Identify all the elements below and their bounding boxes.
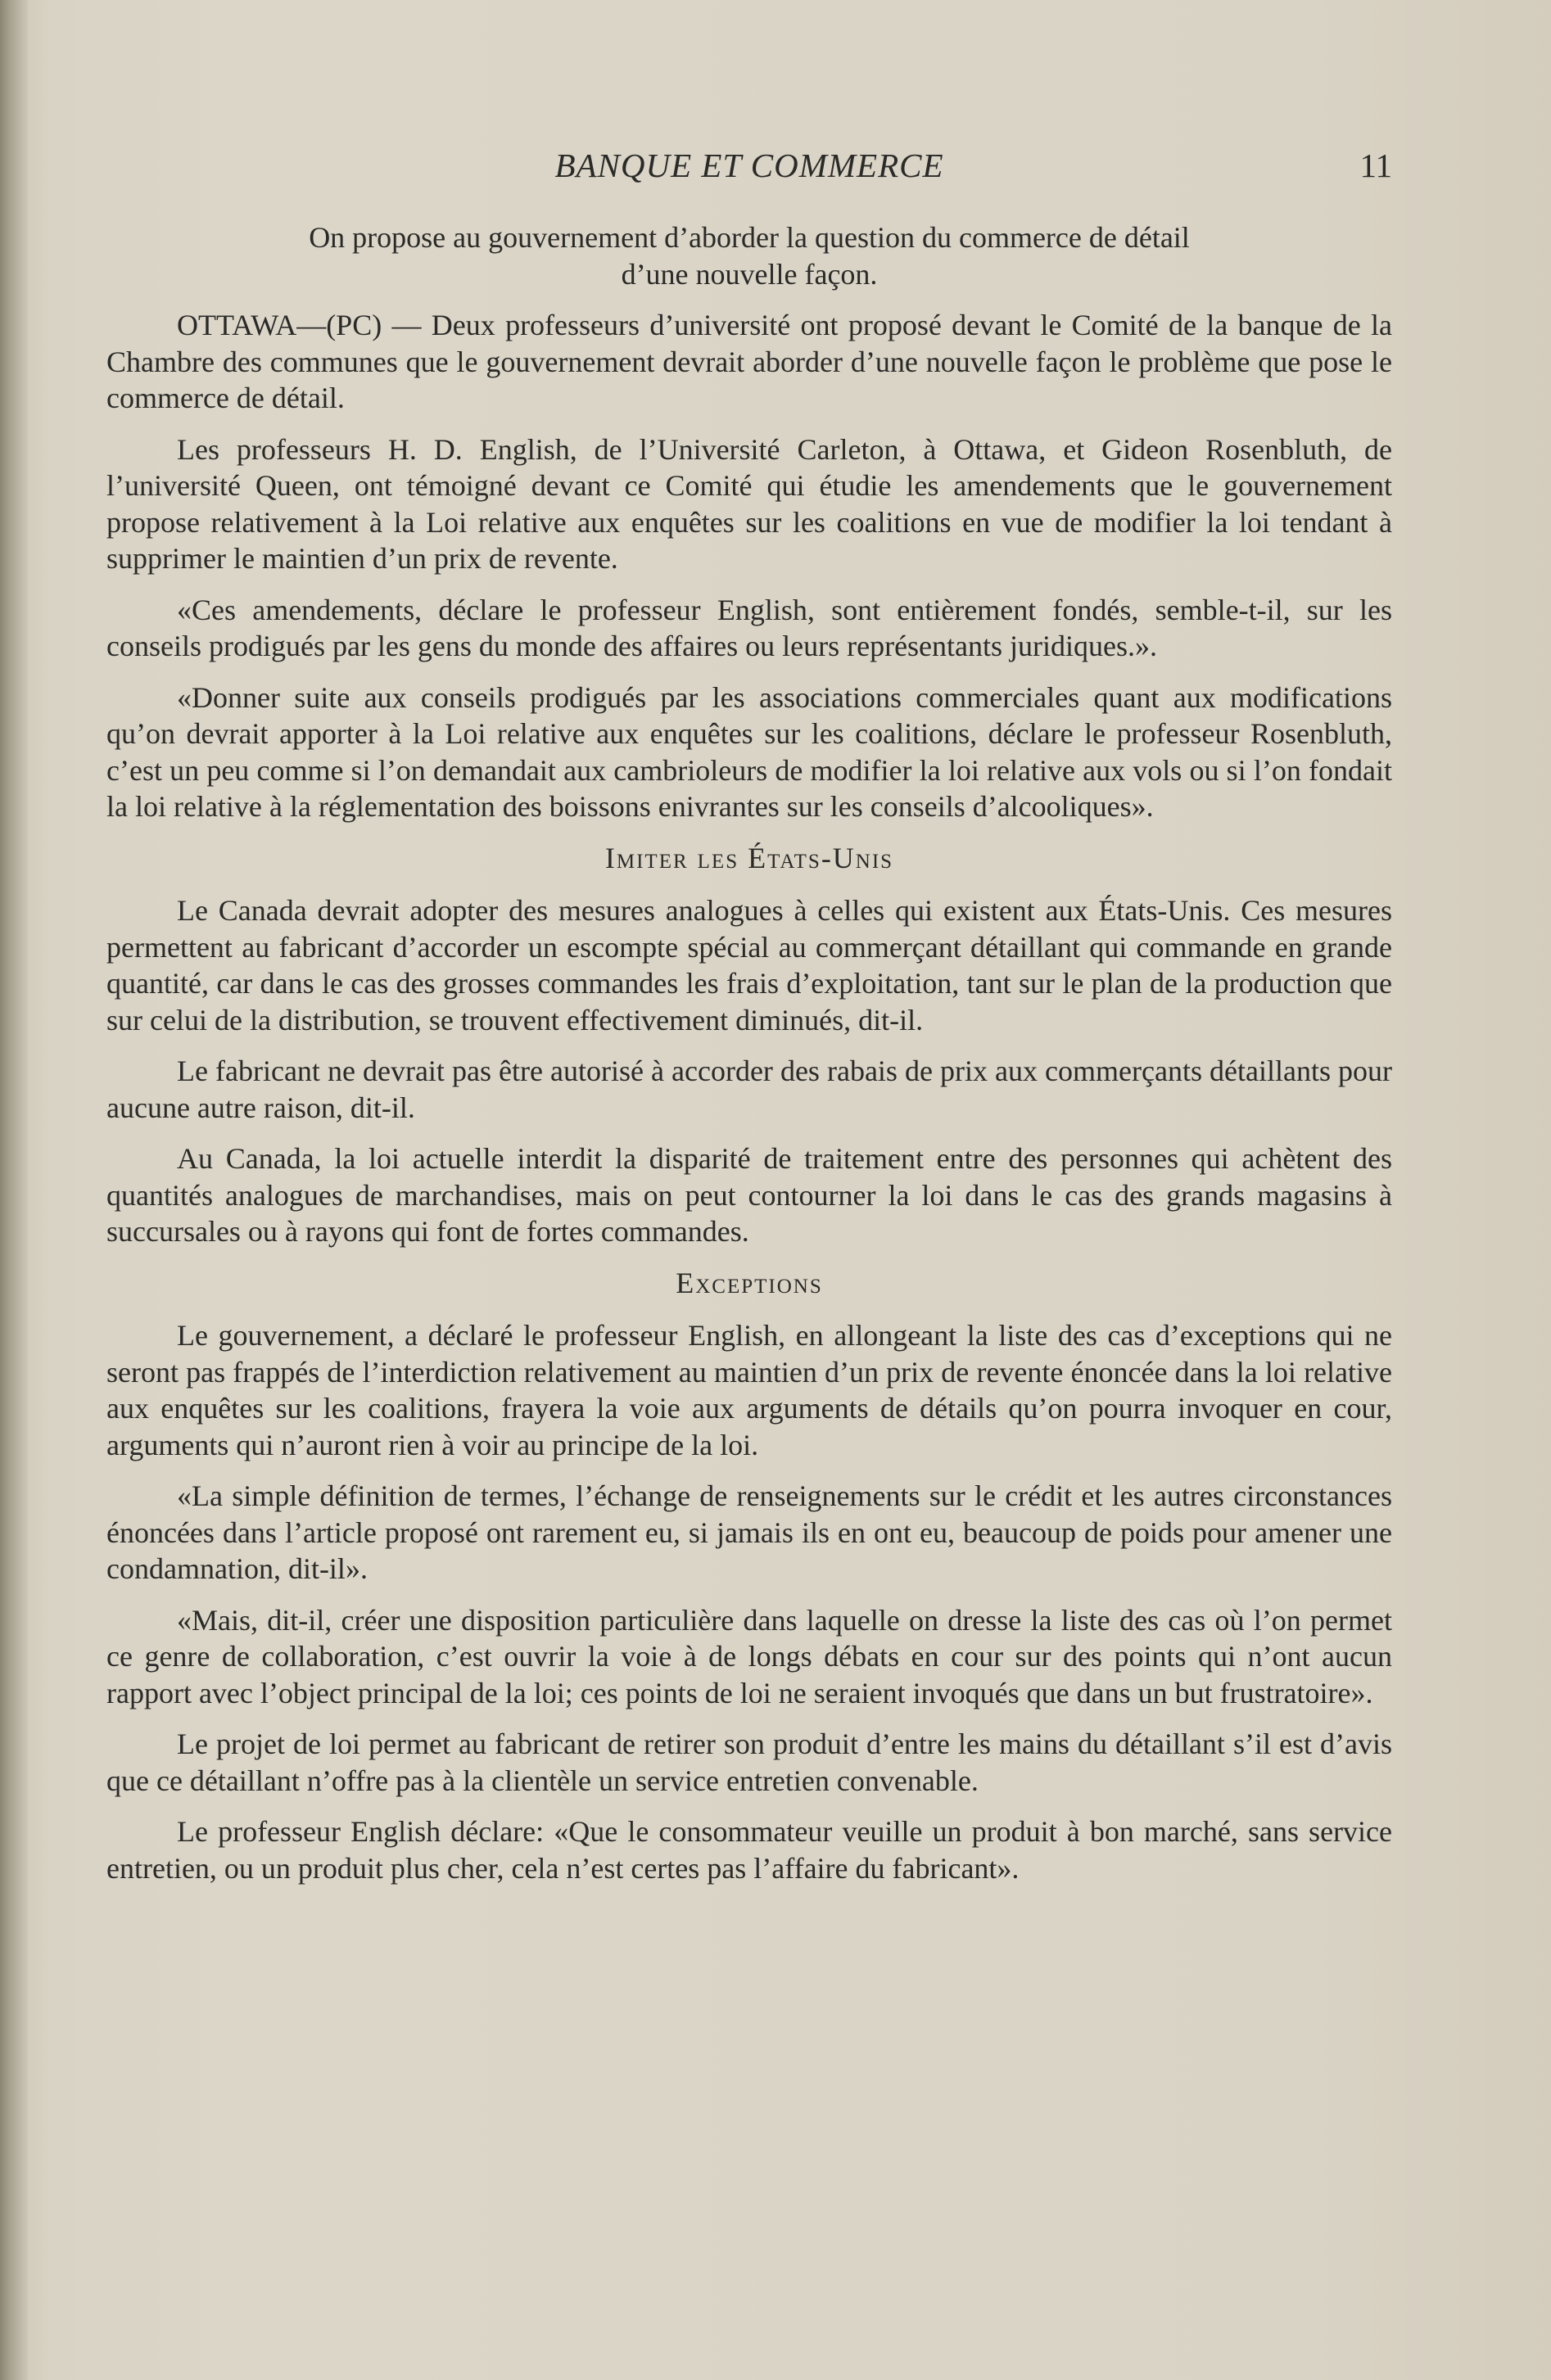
paragraph: «Donner suite aux conseils prodigués par les associations commerciales quant aux modifications qu’on devrait apporter à la Loi relative aux enquêtes sur les coalitions, déclare le professeur Rosenbluth, c’est un peu comme si l’on demandait aux cambrioleurs de modifier la loi relative aux vols ou si l’on fondait la loi relative à la réglementation des boissons enivrantes sur les conseils d’alcooliques». [106,680,1392,823]
section-heading-exceptions: Exceptions [676,1266,823,1299]
running-title: BANQUE ET COMMERCE [554,147,944,184]
article-headline [106,219,1392,292]
page-binding-edge [0,0,28,2380]
paragraph: Au Canada, la loi actuelle interdit la disparité de traitement entre des personnes qui achètent des quantités analogues de marchandises, mais on peut contourner la loi dans le cas des grands magasins à succursales ou à rayons qui font de fortes commandes. [106,1142,1392,1248]
paragraph: Le professeur English déclare: «Que le consommateur veuille un produit à bon marché, sans service entretien, ou un produit plus cher, cela n’est certes pas l’affaire du fabricant». [106,1815,1392,1885]
section-heading-imiter: Imiter les États-Unis [604,841,894,874]
paragraph: Les professeurs H. D. English, de l’Université Carleton, à Ottawa, et Gideon Rosenbluth, de l’université Queen, ont témoigné devant ce Comité qui étudie les amendements que le gouvernement propose relativement à la Loi relative aux enquêtes sur les coalitions en vue de modifier la loi tendant à supprimer le maintien d’un prix de revente. [106,432,1392,575]
paragraph: Le fabricant ne devrait pas être autorisé à accorder des rabais de prix aux commerçants détaillants pour aucune autre raison, dit-il. [106,1055,1392,1124]
paragraph: Le gouvernement, a déclaré le professeur English, en allongeant la liste des cas d’exceptions qui ne seront pas frappés de l’interdiction relativement au maintien d’un prix de revente énoncée dans la loi relative aux enquêtes sur les coalitions, frayera la voie aux arguments de détails qu’on pourra invoquer en cour, arguments qui n’auront rien à voir au principe de la loi. [106,1319,1392,1461]
page-number: 11 [1359,147,1392,184]
paragraph: Le projet de loi permet au fabricant de retirer son produit d’entre les mains du détaillant s’il est d’avis que ce détaillant n’offre pas à la clientèle un service entretien convenable. [106,1727,1392,1797]
headline-line-1: On propose au gouvernement d’aborder la question du commerce de détail [309,221,1190,254]
paragraph: Le Canada devrait adopter des mesures analogues à celles qui existent aux États-Unis. Ces mesures permettent au fabricant d’accorder un escompte spécial au commerçant détaillant qui commande en grande quantité, car dans le cas des grosses commandes les frais d’exploitation, tant sur le plan de la production que sur celui de la distribution, se trouvent effectivement diminués, dit-il. [106,894,1392,1036]
paragraph: «Ces amendements, déclare le professeur English, sont entièrement fondés, semble-t-il, sur les conseils prodigués par les gens du monde des affaires ou leurs représentants juridiques.». [106,593,1392,662]
page-header [106,146,1392,187]
headline-line-2: d’une nouvelle façon. [621,257,878,291]
paragraph: «Mais, dit-il, créer une disposition particulière dans laquelle on dresse la liste des cas où l’on permet ce genre de collaboration, c’est ouvrir la voie à de longs débats en cour sur des points qui n’ont aucun rapport avec l’object principal de la loi; ces points de loi ne seraient invoqués que dans un but frustratoire». [106,1603,1392,1709]
article-body [106,219,1392,1901]
paragraph: «La simple définition de termes, l’échange de renseignements sur le crédit et les autres circonstances énoncées dans l’article proposé ont rarement eu, si jamais ils en ont eu, beaucoup de poids pour amener une condamnation, dit-il». [106,1479,1392,1585]
paragraph: OTTAWA—(PC) — Deux professeurs d’université ont proposé devant le Comité de la banque de la Chambre des communes que le gouvernement devrait aborder d’une nouvelle façon le problème que pose le commerce de détail. [106,309,1392,414]
